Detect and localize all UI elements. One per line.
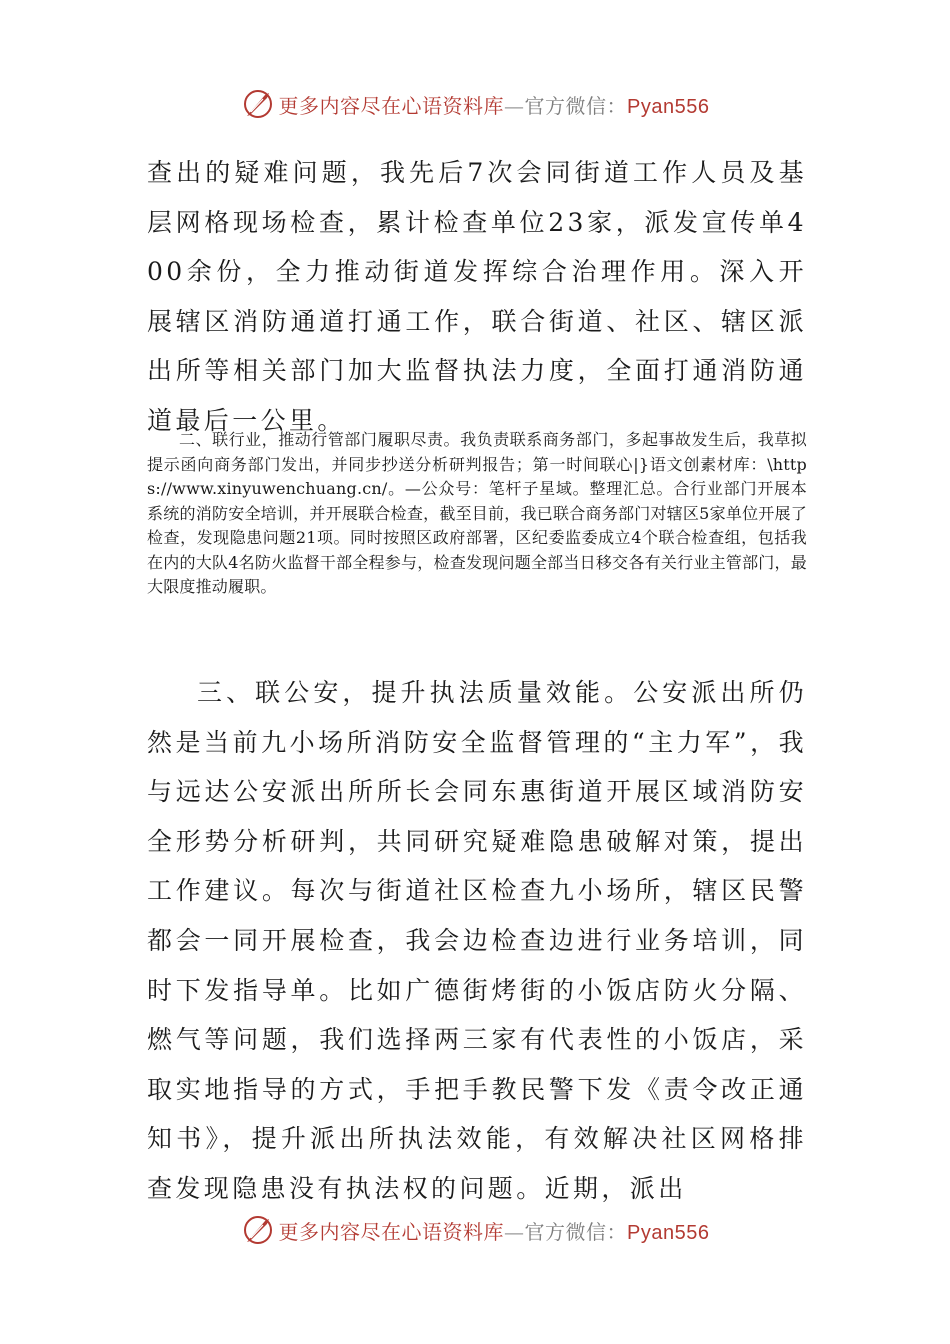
banner-text (279, 90, 710, 119)
footer-banner (0, 1210, 950, 1250)
banner-wechat-label: 官方微信： (524, 1219, 628, 1244)
banner-wechat-id: Pyan556 (627, 1221, 710, 1244)
banner-main-text: 更多内容尽在心语资料库 (278, 93, 505, 118)
paragraph-2: 二、联行业，推动行管部门履职尽责。我负责联系商务部门，多起事故发生后，我草拟提示函向商务部门发出，并同步抄送分析研判报告；第一时间联心|}语文创素材库：\https://www.xinyuwenchuang.cn/。—公众号：笔杆子星域。整理汇总。合行业部门开展本系统的消防安全培训，并开展联合检查，截至目前，我已联合商务部门对辖区5家单位开展了检查，发现隐患问题21项。同时按照区政府部署，区纪委监委成立4个联合检查组，包括我在内的大队4名防火监督干部全程参与，检查发现问题全部当日移交各有关行业主管部门，最大限度推动履职。 (147, 430, 807, 596)
banner-separator: — (504, 1219, 525, 1244)
quill-pen-logo-icon (241, 87, 275, 121)
banner-wechat-label: 官方微信： (524, 93, 628, 118)
banner-separator: — (504, 93, 525, 118)
banner-wechat-id: Pyan556 (627, 95, 710, 118)
paragraph-1: 查出的疑难问题，我先后7次会同街道工作人员及基层网格现场检查，累计检查单位23家，派发宣传单400余份，全力推动街道发挥综合治理作用。深入开展辖区消防通道打通工作，联合街道、社区、辖区派出所等相关部门加大监督执法力度，全面打通消防通道最后一公里。 (147, 158, 807, 435)
banner-text (279, 1216, 710, 1245)
banner-main-text: 更多内容尽在心语资料库 (278, 1219, 505, 1244)
paragraph-3: 三、联公安，提升执法质量效能。公安派出所仍然是当前九小场所消防安全监督管理的“主力军”，我与远达公安派出所所长会同东惠街道开展区域消防安全形势分析研判，共同研究疑难隐患破解对策，提出工作建议。每次与街道社区检查九小场所，辖区民警都会一同开展检查，我会边检查边进行业务培训，同时下发指导单。比如广德街烤街的小饭店防火分隔、燃气等问题，我们选择两三家有代表性的小饭店，采取实地指导的方式，手把手教民警下发《责令改正通知书》，提升派出所执法效能，有效解决社区网格排查发现隐患没有执法权的问题。近期，派出 (147, 678, 807, 1203)
header-banner (0, 84, 950, 124)
quill-pen-logo-icon (241, 1213, 275, 1247)
